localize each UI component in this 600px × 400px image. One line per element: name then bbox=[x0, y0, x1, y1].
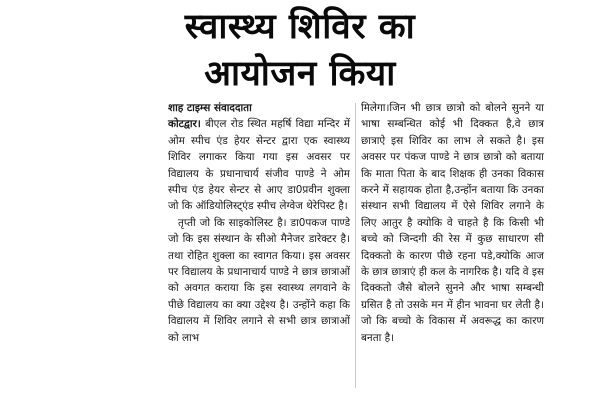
article-column-right bbox=[361, 100, 544, 346]
article-column-left bbox=[168, 100, 350, 346]
byline: शाह टाइम्स संवाददाता bbox=[168, 102, 252, 114]
left-paragraph-1: बीएल रोड स्थित महर्षि विद्या मन्दिर में ओम स्पीच एंड हेयर सेन्टर द्वारा एक स्वास्थ्य शिविर लगाकर किया गया इस अवसर पर विद्यालय के प्रधानाचार्य संजीव पाण्डे ने ओम स्पीच एंड हेयर सेन्टर से आए डा0प्रवीन शुक्ला जो कि ऑडियोलिस्ट्एंड स्पीच लेग्वेज थेरेपिस्ट है। bbox=[168, 118, 350, 213]
headline-line-1: स्वास्थ्य शिविर का bbox=[184, 7, 416, 47]
byline-paragraph bbox=[168, 100, 350, 215]
column-divider bbox=[355, 103, 356, 388]
left-paragraph-2: तृप्ती जो कि साइकोलिस्ट है। डा0पकज पाण्डे जो कि इस संस्थान के सीओ मैनेजर डारेक्टर है। तथा रोहित शुक्ला का स्वागत किया। इस अवसर पर विद्यालय के प्रधानाचार्य पाण्डे ने छात्र छात्राओं को अवगत कराया कि इस स्वास्थ्य लगवाने के पीछे विद्यालय का क्या उद्देश्य है। उन्होंने कहा कि विद्यालय में शिविर लगाने से सभी छात्र छात्राओं को लाभ bbox=[168, 216, 350, 344]
dateline: कोटद्वार। bbox=[168, 118, 201, 131]
headline-line-2: आयोजन किया bbox=[204, 54, 396, 94]
right-paragraph-1: मिलेगा।जिन भी छात्र छात्रो को बोलने सुनने या भाषा सम्बन्धित कोई भी दिक्कत है,वे छात्र छात्राऐ इस शिविर का लाभ ले सकते है। इस अवसर पर पंकज पाण्डे ने छात्र छात्रो को बताया कि माता पिता के बाद शिक्षक ही उनका विकास करने में सहायक होता है,उन्होंन बताया कि उनका संस्थान सभी विद्यालय में ऐसे शिविर लगाने के लिए आतुर है क्योकि वे चाहते है कि किसी भी बच्चे को जिन्दगी की रेस में कुछ साधारण सी दिक्कतो के कारण पीछे रहना पडे,क्योकि आज के छात्र छात्राएं ही कल के नागरिक है। यदि वे इस दिक्कतो जैसे बोलने सुनने और भाषा सम्बन्धी ग्रसित है तो उसके मन में हीन भावना घर लेती है। जो कि बच्चो के विकास में अवरूद्ध का कारण बनता है। bbox=[361, 102, 544, 344]
